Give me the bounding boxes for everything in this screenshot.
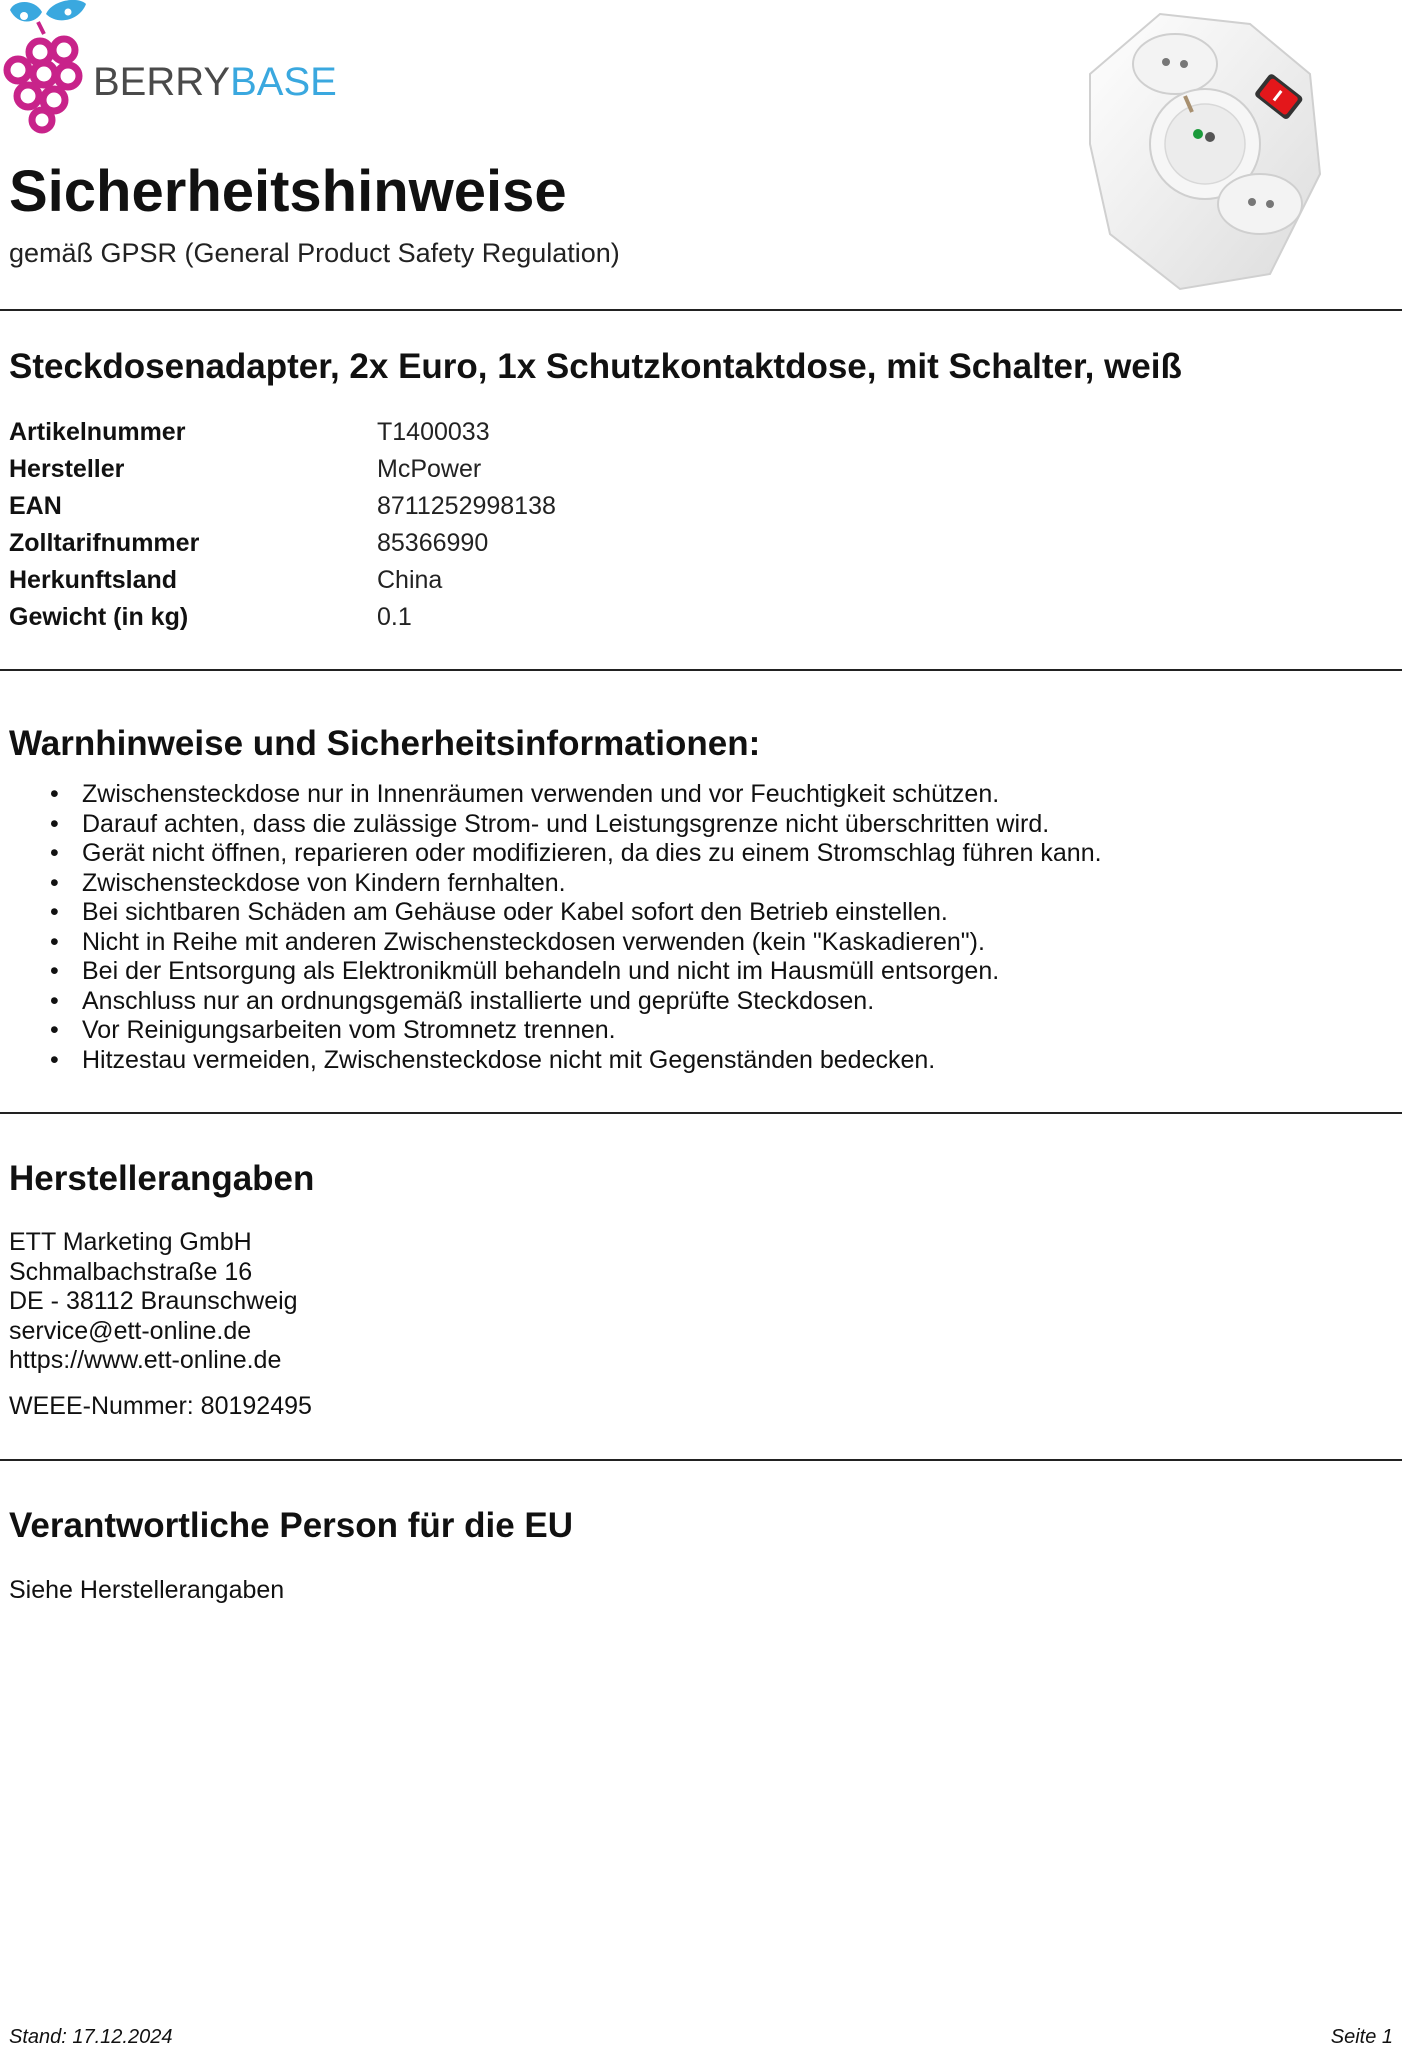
spec-label: Gewicht (in kg) bbox=[9, 603, 189, 631]
spec-label: Artikelnummer bbox=[9, 418, 186, 446]
divider bbox=[0, 1459, 1402, 1461]
divider bbox=[0, 309, 1402, 311]
spec-label: Hersteller bbox=[9, 455, 125, 483]
manufacturer-city: DE - 38112 Braunschweig bbox=[9, 1287, 298, 1316]
spec-value: 0.1 bbox=[377, 603, 412, 631]
spec-value: 8711252998138 bbox=[377, 492, 556, 520]
footer-page-number: Seite 1 bbox=[1330, 2026, 1393, 2048]
product-name: Steckdosenadapter, 2x Euro, 1x Schutzkontaktdose, mit Schalter, weiß bbox=[9, 347, 1182, 386]
divider bbox=[0, 669, 1402, 671]
spec-row-origin-country bbox=[9, 562, 909, 599]
spec-value: 85366990 bbox=[377, 529, 489, 557]
spec-row-customs-tariff bbox=[9, 525, 909, 562]
manufacturer-address bbox=[9, 1228, 298, 1376]
list-item: • Bei sichtbaren Schäden am Gehäuse oder Kabel sofort den Betrieb einstellen. bbox=[50, 898, 1350, 928]
responsible-person-text: Siehe Herstellerangaben bbox=[9, 1576, 285, 1604]
manufacturer-company: ETT Marketing GmbH bbox=[9, 1228, 252, 1256]
manufacturer-heading: Herstellerangaben bbox=[9, 1159, 315, 1198]
product-spec-table bbox=[9, 414, 909, 636]
spec-label: EAN bbox=[9, 492, 62, 520]
warnings-heading: Warnhinweise und Sicherheitsinformationen: bbox=[9, 724, 761, 763]
list-item: • Bei der Entsorgung als Elektronikmüll behandeln und nicht im Hausmüll entsorgen. bbox=[50, 957, 1350, 987]
manufacturer-website: https://www.ett-online.de bbox=[9, 1346, 282, 1375]
spec-label: Zolltarifnummer bbox=[9, 529, 200, 557]
spec-row-weight bbox=[9, 599, 909, 636]
list-item: • Darauf achten, dass die zulässige Strom- und Leistungsgrenze nicht überschritten wird. bbox=[50, 810, 1350, 840]
spec-row-ean bbox=[9, 488, 909, 525]
weee-number: WEEE-Nummer: 80192495 bbox=[9, 1392, 312, 1420]
manufacturer-email: service@ett-online.de bbox=[9, 1316, 252, 1345]
spec-value: China bbox=[377, 566, 443, 594]
list-item: • Nicht in Reihe mit anderen Zwischensteckdosen verwenden (kein "Kaskadieren"). bbox=[50, 928, 1350, 958]
divider bbox=[0, 1112, 1402, 1114]
footer-date: Stand: 17.12.2024 bbox=[9, 2026, 173, 2048]
product-image bbox=[1070, 4, 1332, 294]
spec-value: McPower bbox=[377, 455, 482, 483]
logo-wordmark bbox=[93, 62, 337, 102]
page-title: Sicherheitshinweise bbox=[9, 159, 567, 224]
logo-text-berry: BERRY bbox=[93, 60, 231, 104]
manufacturer-street: Schmalbachstraße 16 bbox=[9, 1257, 253, 1286]
warnings-list bbox=[50, 780, 1350, 1075]
spec-row-article-number bbox=[9, 414, 909, 451]
logo-berry bbox=[7, 39, 79, 130]
responsible-person-heading: Verantwortliche Person für die EU bbox=[9, 1506, 574, 1545]
list-item: • Anschluss nur an ordnungsgemäß installierte und geprüfte Steckdosen. bbox=[50, 987, 1350, 1017]
list-item: • Hitzestau vermeiden, Zwischensteckdose nicht mit Gegenständen bedecken. bbox=[50, 1046, 1350, 1076]
logo-text-base: BASE bbox=[230, 60, 337, 104]
list-item: • Vor Reinigungsarbeiten vom Stromnetz trennen. bbox=[50, 1016, 1350, 1046]
list-item: • Gerät nicht öffnen, reparieren oder modifizieren, da dies zu einem Stromschlag führen kann. bbox=[50, 839, 1350, 869]
spec-row-manufacturer bbox=[9, 451, 909, 488]
spec-value: T1400033 bbox=[377, 418, 490, 446]
list-item: • Zwischensteckdose von Kindern fernhalten. bbox=[50, 869, 1350, 899]
list-item: • Zwischensteckdose nur in Innenräumen verwenden und vor Feuchtigkeit schützen. bbox=[50, 780, 1350, 810]
page-subtitle: gemäß GPSR (General Product Safety Regulation) bbox=[9, 238, 620, 268]
spec-label: Herkunftsland bbox=[9, 566, 178, 594]
